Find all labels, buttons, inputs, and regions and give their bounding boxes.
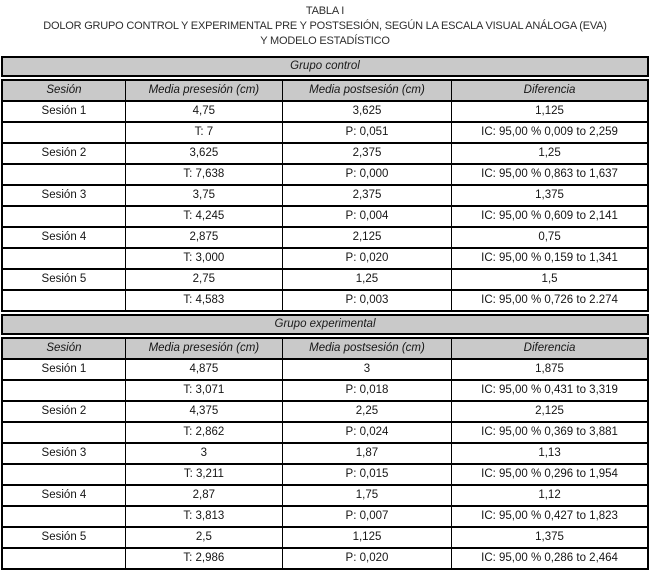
table-cell: 1,375 xyxy=(452,527,648,548)
table-title xyxy=(0,4,650,49)
table-row xyxy=(2,380,648,401)
table-cell xyxy=(2,164,125,185)
table-cell: IC: 95,00 % 0,159 to 1,341 xyxy=(452,248,648,269)
table-cell: Sesión 1 xyxy=(2,101,125,122)
group-band-experimental: Grupo experimental xyxy=(1,314,649,335)
table-cell xyxy=(2,422,125,443)
table-cell: 2,5 xyxy=(125,527,282,548)
table-cell: Sesión 2 xyxy=(2,143,125,164)
table-cell: 1,25 xyxy=(282,269,451,290)
table-row xyxy=(2,485,648,506)
table-caption-line-1: DOLOR GRUPO CONTROL Y EXPERIMENTAL PRE Y POSTSESIÓN, SEGÚN LA ESCALA VISUAL ANÁLOGA (EVA) xyxy=(43,20,607,32)
table-cell: 1,375 xyxy=(452,185,648,206)
table-cell xyxy=(2,380,125,401)
col-header-sesion: Sesión xyxy=(2,80,125,101)
table-cell: 3,75 xyxy=(125,185,282,206)
table-cell: IC: 95,00 % 0,286 to 2,464 xyxy=(452,548,648,569)
table-row xyxy=(2,269,648,290)
table-cell: P: 0,020 xyxy=(282,248,451,269)
table-row xyxy=(2,248,648,269)
table-number: TABLA I xyxy=(305,5,345,17)
table-cell: P: 0,004 xyxy=(282,206,451,227)
table-cell: Sesión 4 xyxy=(2,227,125,248)
table-cell: P: 0,003 xyxy=(282,290,451,311)
table-cell: P: 0,018 xyxy=(282,380,451,401)
table-cell xyxy=(2,290,125,311)
table-cell: 2,125 xyxy=(452,401,648,422)
table-row xyxy=(2,506,648,527)
table-cell: 2,125 xyxy=(282,227,451,248)
table-cell: 1,125 xyxy=(452,101,648,122)
table-cell: 4,75 xyxy=(125,101,282,122)
col-header-media-presesion: Media presesión (cm) xyxy=(125,80,282,101)
table-row xyxy=(2,227,648,248)
col-header-media-postsesion: Media postsesión (cm) xyxy=(282,338,451,359)
table-cell: Sesión 1 xyxy=(2,359,125,380)
table-cell: T: 2,986 xyxy=(125,548,282,569)
experimental-group-table xyxy=(1,337,649,570)
table-cell: 2,75 xyxy=(125,269,282,290)
col-header-diferencia: Diferencia xyxy=(452,80,648,101)
table-cell: Sesión 3 xyxy=(2,443,125,464)
header-row xyxy=(2,338,648,359)
table-cell: IC: 95,00 % 0,726 to 2.274 xyxy=(452,290,648,311)
table-row xyxy=(2,101,648,122)
col-header-diferencia: Diferencia xyxy=(452,338,648,359)
table-row xyxy=(2,527,648,548)
table-row xyxy=(2,464,648,485)
table-cell: 3,625 xyxy=(125,143,282,164)
table-row xyxy=(2,206,648,227)
table-row xyxy=(2,422,648,443)
table-cell: Sesión 3 xyxy=(2,185,125,206)
table-cell: P: 0,024 xyxy=(282,422,451,443)
table-cell: 0,75 xyxy=(452,227,648,248)
table-caption-line-2: Y MODELO ESTADÍSTICO xyxy=(260,35,390,47)
table-cell: Sesión 5 xyxy=(2,269,125,290)
table-row xyxy=(2,443,648,464)
table-cell: Sesión 2 xyxy=(2,401,125,422)
table-cell xyxy=(2,248,125,269)
table-cell: 1,5 xyxy=(452,269,648,290)
table-cell: IC: 95,00 % 0,296 to 1,954 xyxy=(452,464,648,485)
table-cell: T: 3,211 xyxy=(125,464,282,485)
table-cell: 3,625 xyxy=(282,101,451,122)
table-cell: 2,375 xyxy=(282,185,451,206)
table-cell: T: 3,071 xyxy=(125,380,282,401)
table-cell: 4,375 xyxy=(125,401,282,422)
table-row xyxy=(2,548,648,569)
table-cell: T: 7,638 xyxy=(125,164,282,185)
table-cell: IC: 95,00 % 0,609 to 2,141 xyxy=(452,206,648,227)
table-cell: 2,87 xyxy=(125,485,282,506)
table-cell xyxy=(2,506,125,527)
table-cell: 1,875 xyxy=(452,359,648,380)
table-row xyxy=(2,359,648,380)
table-cell: 1,125 xyxy=(282,527,451,548)
table-cell xyxy=(2,548,125,569)
group-band-control: Grupo control xyxy=(1,56,649,77)
table-container xyxy=(1,56,649,570)
table-cell: IC: 95,00 % 0,369 to 3,881 xyxy=(452,422,648,443)
table-cell: 2,25 xyxy=(282,401,451,422)
table-cell xyxy=(2,206,125,227)
table-row xyxy=(2,143,648,164)
table-cell: T: 7 xyxy=(125,122,282,143)
table-cell: P: 0,007 xyxy=(282,506,451,527)
table-cell: 2,375 xyxy=(282,143,451,164)
table-cell: Sesión 4 xyxy=(2,485,125,506)
table-cell: 4,875 xyxy=(125,359,282,380)
header-row xyxy=(2,80,648,101)
table-cell: IC: 95,00 % 0,863 to 1,637 xyxy=(452,164,648,185)
col-header-media-postsesion: Media postsesión (cm) xyxy=(282,80,451,101)
table-cell: 2,875 xyxy=(125,227,282,248)
table-cell: Sesión 5 xyxy=(2,527,125,548)
table-cell: IC: 95,00 % 0,009 to 2,259 xyxy=(452,122,648,143)
table-row xyxy=(2,164,648,185)
table-cell: 1,75 xyxy=(282,485,451,506)
table-cell: 1,87 xyxy=(282,443,451,464)
table-row xyxy=(2,185,648,206)
table-cell: 1,12 xyxy=(452,485,648,506)
table-cell: T: 3,813 xyxy=(125,506,282,527)
table-cell: T: 3,000 xyxy=(125,248,282,269)
table-row xyxy=(2,290,648,311)
table-cell: 1,25 xyxy=(452,143,648,164)
table-cell: T: 2,862 xyxy=(125,422,282,443)
table-cell: T: 4,583 xyxy=(125,290,282,311)
table-cell: P: 0,000 xyxy=(282,164,451,185)
table-cell: IC: 95,00 % 0,431 to 3,319 xyxy=(452,380,648,401)
table-cell xyxy=(2,464,125,485)
table-cell: P: 0,051 xyxy=(282,122,451,143)
control-group-table xyxy=(1,79,649,312)
table-cell: 1,13 xyxy=(452,443,648,464)
col-header-media-presesion: Media presesión (cm) xyxy=(125,338,282,359)
table-cell xyxy=(2,122,125,143)
table-cell: T: 4,245 xyxy=(125,206,282,227)
table-cell: P: 0,015 xyxy=(282,464,451,485)
table-cell: IC: 95,00 % 0,427 to 1,823 xyxy=(452,506,648,527)
col-header-sesion: Sesión xyxy=(2,338,125,359)
table-cell: P: 0,020 xyxy=(282,548,451,569)
table-cell: 3 xyxy=(125,443,282,464)
table-cell: 3 xyxy=(282,359,451,380)
table-row xyxy=(2,401,648,422)
table-row xyxy=(2,122,648,143)
